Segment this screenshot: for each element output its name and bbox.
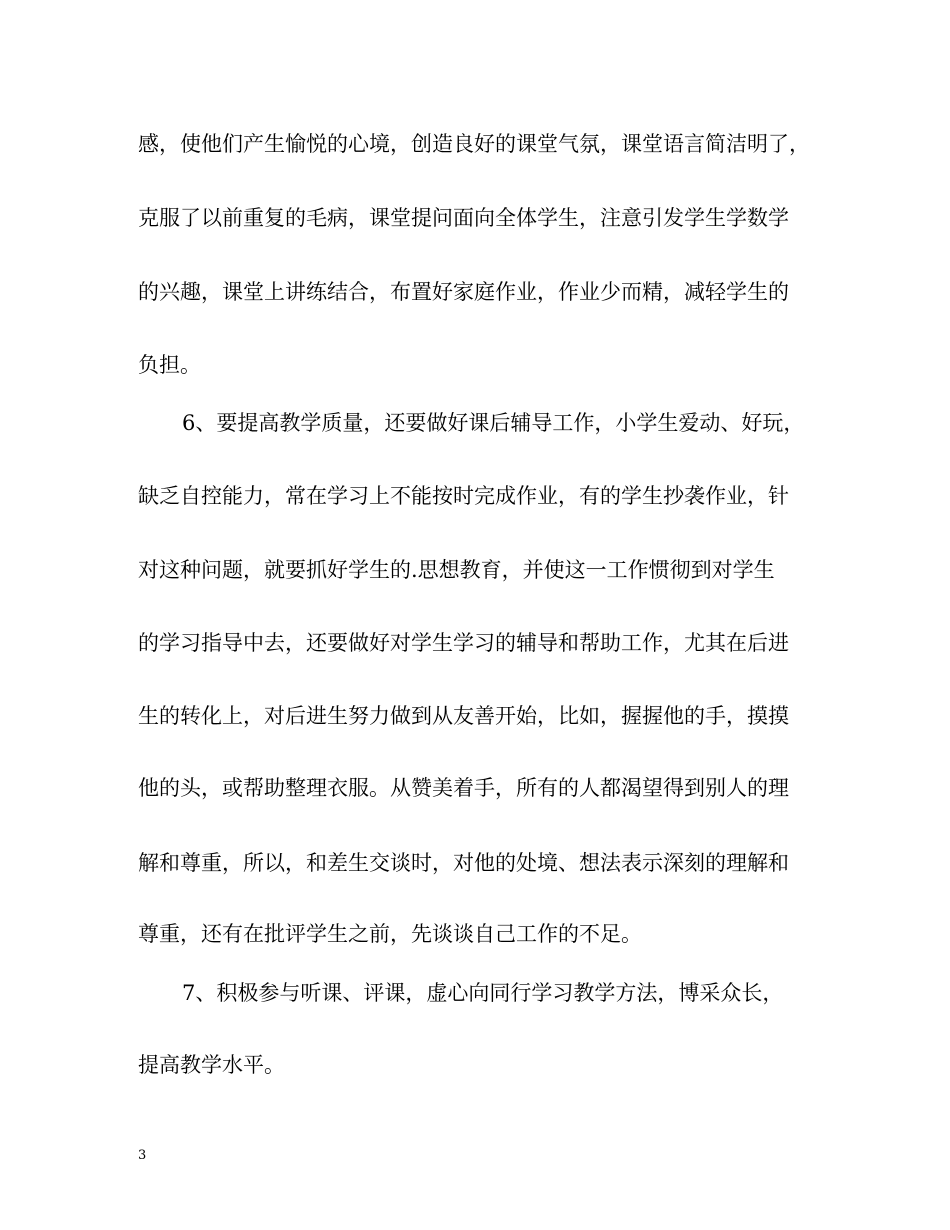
text-line: 对这种问题，就要抓好学生的.思想教育，并使这一工作惯彻到对学生 [138,558,775,582]
text-line: 提高教学水平。 [138,1053,285,1077]
text-line: 缺乏自控能力，常在学习上不能按时完成作业，有的学生抄袭作业，针 [138,484,789,508]
text-line: 负担。 [138,353,201,377]
text-line: 克服了以前重复的毛病，课堂提问面向全体学生，注意引发学生学数学 [138,206,789,230]
text-line: 的学习指导中去，还要做好对学生学习的辅导和帮助工作，尤其在后进 [138,631,789,655]
text-line: 生的转化上，对后进生努力做到从友善开始，比如，握握他的手，摸摸 [138,704,789,728]
text-line: 6、要提高教学质量，还要做好课后辅导工作，小学生爱动、好玩， [182,411,805,435]
text-line: 解和尊重，所以，和差生交谈时，对他的处境、想法表示深刻的理解和 [138,851,789,875]
text-line: 7、积极参与听课、评课，虚心向同行学习教学方法，博采众长， [182,981,784,1005]
text-line: 他的头，或帮助整理衣服。从赞美着手，所有的人都渴望得到别人的理 [138,776,789,800]
page-number: 3 [138,1148,147,1163]
text-line: 尊重，还有在批评学生之前，先谈谈自己工作的不足。 [138,922,642,946]
text-line: 感，使他们产生愉悦的心境，创造良好的课堂气氛，课堂语言简洁明了， [138,132,810,156]
text-line: 的兴趣，课堂上讲练结合，布置好家庭作业，作业少而精，减轻学生的 [138,280,789,304]
